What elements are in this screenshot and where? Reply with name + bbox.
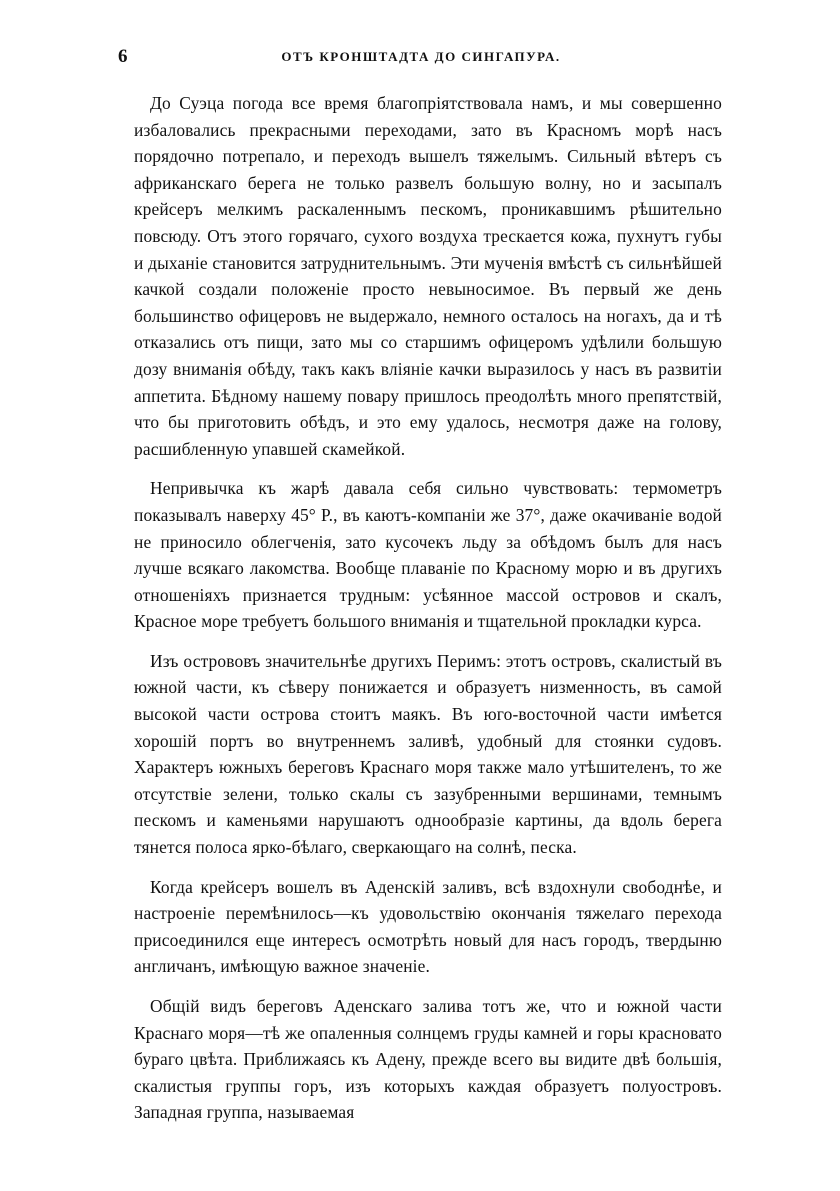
paragraph-perim: Изъ острововъ значительнѣе другихъ Перимъ: этотъ островъ, скалистый въ южной части, къ сѣверу понижается и образуетъ низменность, въ самой высокой части острова стоитъ маякъ. Въ юго-восточной части имѣется хорошій портъ во внутреннемъ заливѣ, удобный для стоянки судовъ. Характеръ южныхъ береговъ Краснаго моря также мало утѣшителенъ, то же отсутствіе зелени, только скалы съ зазубренными вершинами, темнымъ пескомъ и каменьями нарушаютъ однообразіе картины, да вдоль берега тянется полоса ярко-бѣлаго, сверкающаго на солнѣ, песка. <box>134 650 722 858</box>
body-text <box>134 90 722 1139</box>
paragraph-heat: Непривычка къ жарѣ давала себя сильно чувствовать: термометръ показывалъ наверху 45° Р., въ каютъ-компаніи же 37°, даже окачиваніе водой не приносило облегченія, зато кусочекъ льду за обѣдомъ былъ для насъ лучше всякаго лакомства. Вообще плаваніе по Красному морю и въ другихъ отношеніяхъ признается трудным: усѣянное массой островов и скалъ, Красное море требуетъ большого вниманія и тщательной прокладки курса. <box>134 478 722 632</box>
running-title: ОТЪ КРОНШТАДТА ДО СИНГАПУРА. <box>281 49 561 64</box>
paragraph-suez: До Суэца погода все время благопріятствовала намъ, и мы совершенно избаловались прекрасными переходами, зато въ Красномъ морѣ насъ порядочно потрепало, и переходъ вышелъ тяжелымъ. Сильный вѣтеръ съ африканскаго берега не только развелъ большую волну, но и засыпалъ крейсеръ мелкимъ раскаленнымъ пескомъ, проникавшимъ рѣшительно повсюду. Отъ этого горячаго, сухого воздуха трескается кожа, пухнутъ губы и дыханіе становится затруднительнымъ. Эти мученія вмѣстѣ съ сильнѣйшей качкой создали положеніе просто невыносимое. Въ первый же день большинство офицеровъ не выдержало, немного осталось на ногахъ, да и тѣ отказались отъ пищи, зато мы со старшимъ офицеромъ удѣлили большую дозу вниманія обѣду, такъ какъ вліяніе качки выразилось у насъ въ развитіи аппетита. Бѣдному нашему повару пришлось преодолѣть много препятствій, что бы приготовить обѣдъ, и это ему удалось, несмотря даже на голову, расшибленную упавшей скамейкой. <box>134 93 722 459</box>
paragraph-aden-gulf: Когда крейсеръ вошелъ въ Аденскій заливъ, всѣ вздохнули свободнѣе, и настроеніе перемѣнилось—къ удовольствію окончанія тяжелаго перехода присоединился еще интересъ осмотрѣть новый для насъ городъ, твердыню англичанъ, имѣющую важное значеніе. <box>134 876 722 977</box>
paragraph-aden-shores: Общій видъ береговъ Аденскаго залива тотъ же, что и южной части Краснаго моря—тѣ же опаленныя солнцемъ груды камней и горы красновато бураго цвѣта. Приближаясь къ Адену, прежде всего вы видите двѣ большія, скалистыя группы горъ, изъ которыхъ каждая образуетъ полуостровъ. Западная группа, называемая <box>134 996 722 1123</box>
running-head <box>118 46 724 74</box>
page-number: 6 <box>118 46 128 67</box>
